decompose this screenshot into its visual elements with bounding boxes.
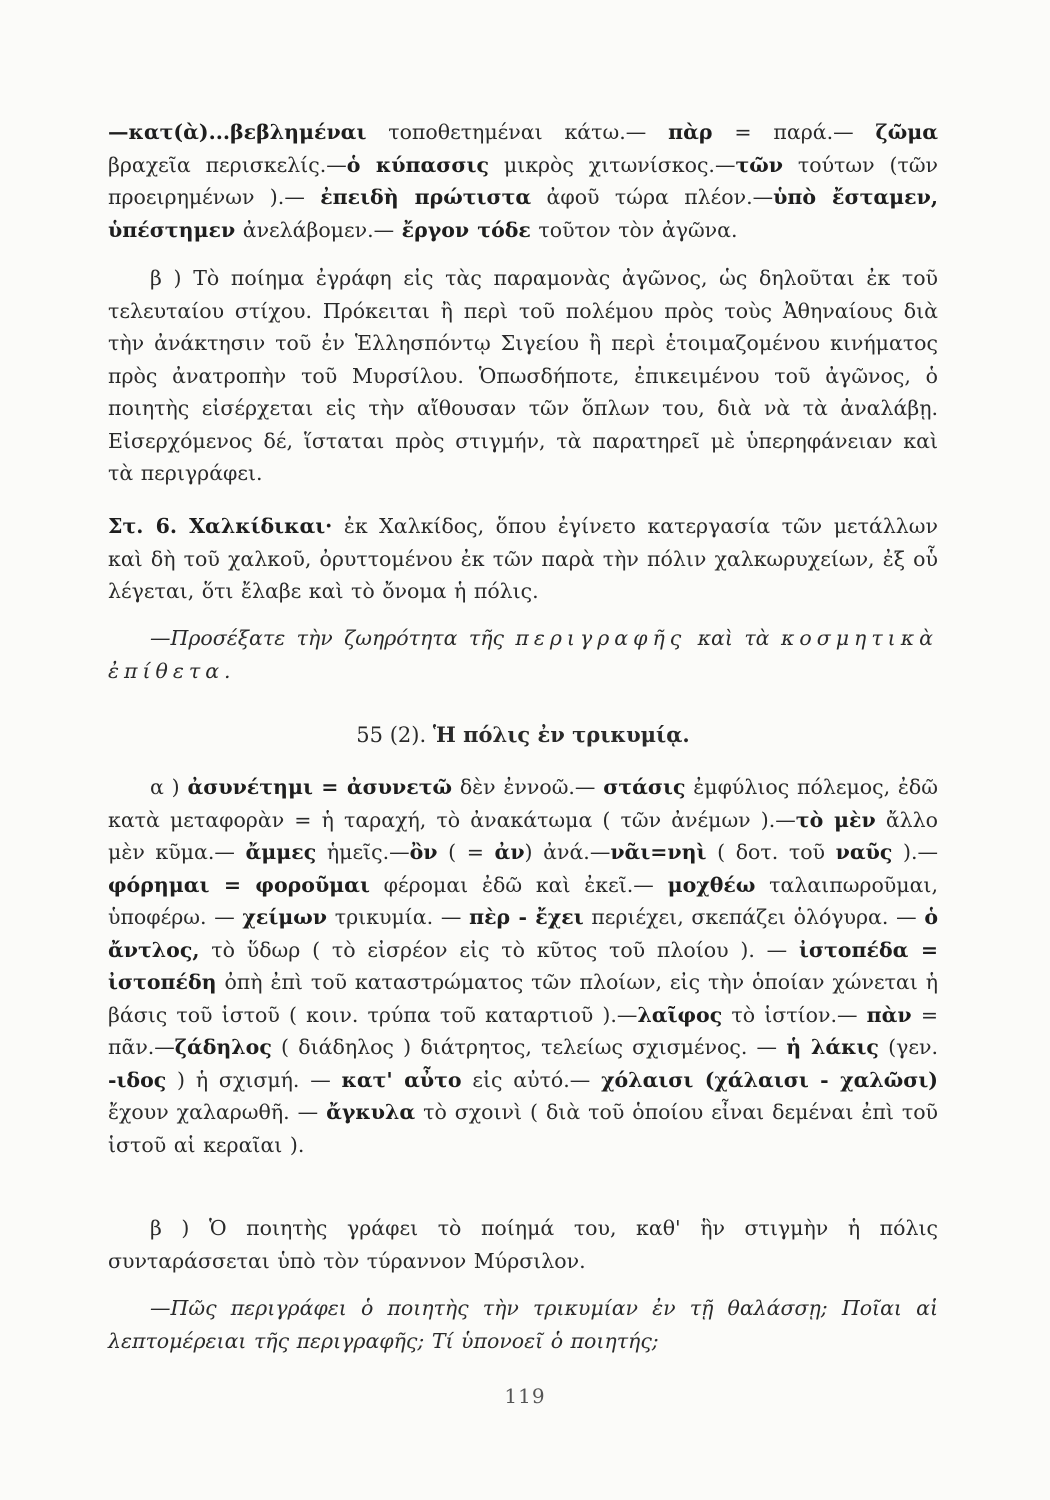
gloss-definition: φέρομαι ἐδῶ καὶ ἐκεῖ.— [369,872,668,897]
gloss-definition: ἐμφύλιος πόλεμος, ἐδῶ κατὰ μεταφορὰν = ἡ ταραχή, τὸ ἀνακάτωμα ( τῶν ἀνέμων ).— [108,775,938,832]
task-1-text [108,622,938,687]
gloss-term: πὰρ [668,120,713,144]
gloss-definition: ) ἡ σχισμή. — [166,1067,342,1092]
gloss-term: ἄγκυλα [326,1100,416,1124]
gloss-term: τὸ μὲν [795,807,876,832]
gloss-term: ἔργον τόδε [401,217,531,242]
task-1-emph-2: κοσμητικὰ ἐπίθετα. [108,626,938,683]
gloss-term: ἰστοπέδα = ἰστοπέδη [108,937,938,994]
gloss-definition: τρικυμία. — [327,905,470,929]
gloss-term: νᾶι=νηὶ [610,840,707,864]
gloss-term: φόρημαι = φοροῦμαι [108,872,370,897]
gloss-definition: ἡμεῖς.— [316,840,410,864]
section-title: Ἡ πόλις ἐν τρικυμίᾳ. [432,722,690,747]
gloss-definition: δὲν ἐννοῶ.— [452,775,604,799]
gloss-alpha [108,771,938,1161]
gloss-definition: ) ἀνά.— [524,840,611,864]
gloss-term: κατ' αὖτο [341,1067,462,1092]
gloss-term: μοχθέω [667,872,756,897]
gloss-term: λαῖφος [637,1002,723,1027]
gloss-term: πὲρ - ἔχει [469,905,584,929]
section-number: 55 (2). [356,723,427,747]
gloss-term: ἐπειδὴ πρώτιστα [320,185,532,209]
gloss-definition: εἰς αὐτό.— [461,1067,602,1092]
task-1-mid: καὶ τὰ [686,626,781,650]
gloss-top [108,116,938,246]
gloss-term: ὂν [409,840,438,864]
gloss-definition: ἄλλο μὲν κῦμα.— [108,807,939,864]
gloss-term: χείμων [242,905,328,929]
gloss-definition: ).— [892,840,938,864]
gloss-term: -ιδος [108,1067,167,1092]
gloss-top-text [108,116,938,246]
gloss-term: ὁ κύπασσις [346,152,489,177]
gloss-term: ἀν [494,840,525,864]
gloss-definition: ἔχουν χαλαρωθῆ. — [108,1100,327,1124]
paragraph-beta-1-text: β ) Τὸ ποίημα ἐγράφη εἰς τὰς παραμονὰς ἀγῶνος, ὡς δηλοῦται ἐκ τοῦ τελευταίου στίχου. Πρόκειται ἢ περὶ τοῦ πολέμου πρὸς τοὺς Ἀθηναίους διὰ τὴν ἀνάκτησιν τοῦ ἐν Ἑλλησπόντῳ Σιγείου ἢ περὶ ἑτοιμαζομένου κινήματος πρὸς ἀνατροπὴν τοῦ Μυρσίλου. Ὁπωσδήποτε, ἐπικειμένου τοῦ ἀγῶνος, ὁ ποιητὴς εἰσέρχεται εἰς τὴν αἴθουσαν τῶν ὅπλων του, διὰ νὰ τὰ ἀναλάβῃ. Εἰσερχόμενος δέ, ἵσταται πρὸς στιγμήν, τὰ παρατηρεῖ μὲ ὑπερηφάνειαν καὶ τὰ περιγράφει. [108,266,938,485]
note-verse-6-label: Στ. 6. Χαλκίδικαι· [108,514,333,538]
task-1 [108,622,938,687]
paragraph-beta-2 [108,1212,938,1277]
gloss-term: ἄμμες [245,840,317,864]
note-verse-6 [108,510,938,608]
gloss-definition: τοῦτον τὸν ἀγῶνα. [530,217,738,242]
gloss-term: ὁ ἄντλος, [108,905,938,962]
gloss-term: ζῶμα [875,120,938,144]
section-heading-55 [108,720,938,750]
gloss-term: ὑπὸ ἔσταμεν, ὑπέστημεν [108,185,938,242]
gloss-definition: τούτων (τῶν προειρημένων ).— [108,152,938,209]
gloss-term: —κατ(ὰ)...βεβλημέναι [108,120,367,144]
task-1-emph-1: περιγραφῆς [515,626,687,650]
gloss-term: χόλαισι (χάλαισι - χαλῶσι) [601,1067,938,1092]
gloss-definition: τὸ σχοινὶ ( διὰ τοῦ ὁποίου εἶναι δεμέναι ἐπὶ τοῦ ἱστοῦ αἱ κεραῖαι ). [108,1100,939,1157]
gloss-term: ναῦς [835,840,893,864]
gloss-definition: ὀπὴ ἐπὶ τοῦ καταστρώματος τῶν πλοίων, εἰς τὴν ὁποίαν χώνεται ἡ βάσις τοῦ ἱστοῦ ( κοιν. τρύπα τοῦ καταρτιοῦ ).— [108,970,938,1027]
gloss-definition: = πᾶν.— [108,1002,938,1059]
page-number: 119 [504,1384,546,1408]
gloss-definition: α ) [150,775,188,799]
note-verse-6-text [108,510,938,608]
gloss-term: τῶν [735,152,783,177]
gloss-definition: τοποθετημέναι κάτω.— [366,120,669,144]
task-1-lead: —Προσέξατε τὴν ζωηρότητα τῆς [150,626,516,650]
gloss-definition: τὸ ὕδωρ ( τὸ εἰσρέον εἰς τὸ κῦτος τοῦ πλοίου ). — [199,937,799,962]
gloss-definition: ταλαιπωροῦμαι, ὑποφέρω. — [108,872,938,929]
gloss-definition: ἀνελάβομεν.— [235,217,402,242]
gloss-term: ζάδηλος [174,1035,272,1059]
gloss-term: πὰν [866,1002,912,1027]
gloss-definition: περιέχει, σκεπάζει ὁλόγυρα. — [583,905,925,929]
gloss-term: ἀσυνέτημι = ἀσυνετῶ [187,775,453,799]
gloss-definition: ( διάδηλος ) διάτρητος, τελείως σχισμένος. — [271,1035,787,1059]
gloss-definition: ( δοτ. τοῦ [706,840,836,864]
paragraph-beta-1 [108,262,938,490]
gloss-definition: (γεν. [878,1035,938,1059]
task-2 [108,1292,938,1357]
gloss-definition: = παρά.— [712,120,876,144]
gloss-definition: ( = [437,840,495,864]
gloss-term: στάσις [603,775,686,799]
gloss-definition: ἀφοῦ τώρα πλέον.— [531,185,774,209]
gloss-definition: βραχεῖα περισκελίς.— [108,152,347,177]
paragraph-beta-2-text: β ) Ὁ ποιητὴς γράφει τὸ ποίημά του, καθ' ἣν στιγμὴν ἡ πόλις συνταράσσεται ὑπὸ τὸν τύραννον Μύρσιλον. [108,1216,938,1273]
note-verse-6-body: ἐκ Χαλκίδος, ὅπου ἐγίνετο κατεργασία τῶν μετάλλων καὶ δὴ τοῦ χαλκοῦ, ὀρυττομένου ἐκ τῶν παρὰ τὴν πόλιν χαλκωρυχείων, ἐξ οὗ λέγεται, ὅτι ἔλαβε καὶ τὸ ὄνομα ἡ πόλις. [108,514,938,603]
gloss-definition: μικρὸς χιτωνίσκος.— [488,152,736,177]
gloss-alpha-text [108,771,938,1161]
gloss-definition: τὸ ἱστίον.— [722,1002,867,1027]
task-2-text: —Πῶς περιγράφει ὁ ποιητὴς τὴν τρικυμίαν ἐν τῇ θαλάσσῃ; Ποῖαι αἱ λεπτομέρειαι τῆς περιγραφῆς; Τί ὑπονοεῖ ὁ ποιητής; [108,1296,938,1353]
gloss-term: ἡ λάκις [786,1035,879,1059]
